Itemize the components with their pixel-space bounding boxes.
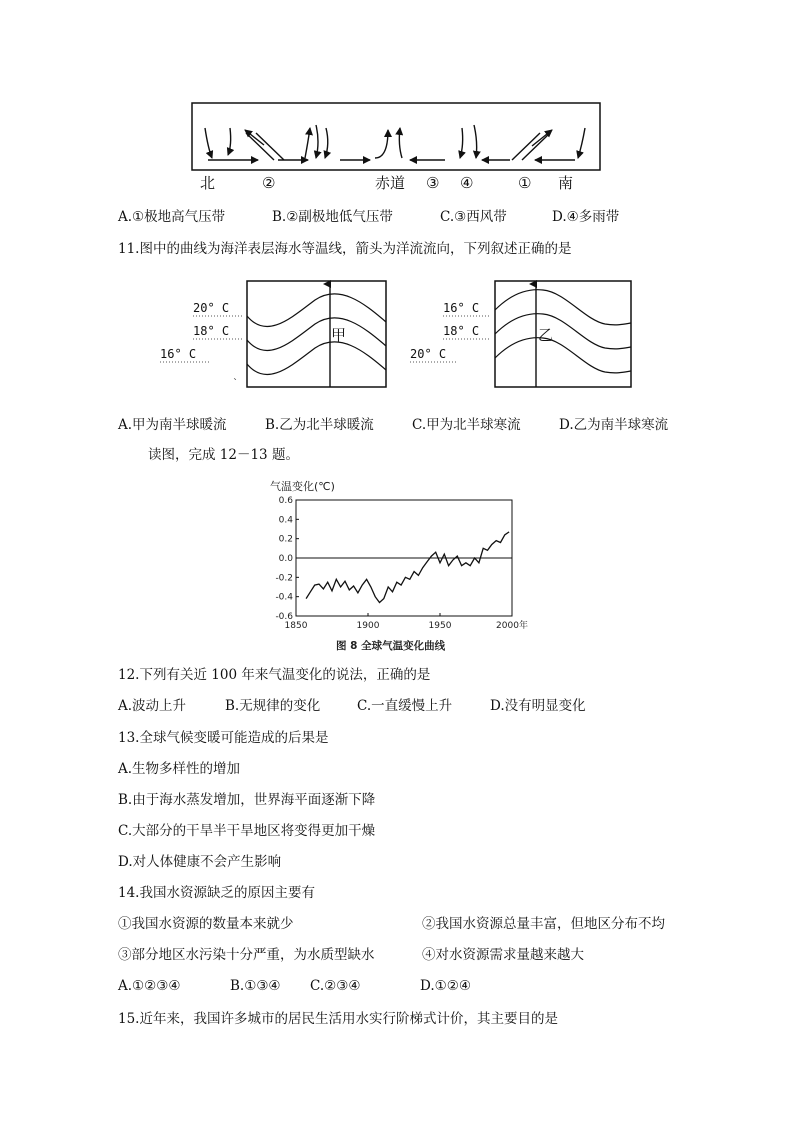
label-circle-2: ②	[262, 174, 276, 192]
chart-y-tick-label: 0.2	[278, 534, 293, 545]
label-circle-1: ①	[518, 174, 532, 192]
chart-y-tick-label: -0.4	[275, 592, 293, 603]
q13-option-b: B.由于海水蒸发增加，世界海平面逐渐下降	[118, 792, 376, 808]
chart-y-tick-label: 0.6	[278, 496, 293, 506]
q14-stem: 14.我国水资源缺乏的原因主要有	[118, 885, 315, 901]
chart-y-tick-label: -0.6	[275, 612, 293, 622]
q10-option-c: C.③西风带	[440, 209, 507, 225]
q11-option-a: A.甲为南半球暖流	[118, 417, 227, 433]
q14-option-a: A.①②③④	[118, 978, 181, 994]
label-equator: 赤道	[375, 174, 406, 192]
q11-stem: 11.图中的曲线为海洋表层海水等温线，箭头为洋流流向，下列叙述正确的是	[118, 241, 572, 257]
chart-x-tick-label: 1950	[428, 621, 452, 631]
q12-option-c: C.一直缓慢上升	[357, 698, 453, 714]
q13-option-a: A.生物多样性的增加	[118, 761, 241, 777]
q15-stem: 15.近年来，我国许多城市的居民生活用水实行阶梯式计价，其主要目的是	[118, 1011, 558, 1027]
q12-option-a: A.波动上升	[118, 698, 187, 714]
chart-ylabel: 气温变化(℃)	[270, 480, 335, 493]
chart-series-line	[306, 532, 509, 603]
left-temp-20: 20° C	[193, 301, 230, 315]
label-circle-4: ④	[460, 174, 474, 192]
q10-option-d: D.④多雨带	[552, 209, 620, 225]
label-circle-3: ③	[426, 174, 440, 192]
right-temp-20: 20° C	[410, 347, 447, 361]
q11-option-c: C.甲为北半球寒流	[412, 417, 521, 433]
chart-y-tick-label: 0.4	[278, 515, 293, 526]
q11-option-d: D.乙为南半球寒流	[559, 417, 669, 433]
isotherm-figure-right	[405, 278, 640, 390]
q14-item-4: ④对水资源需求量越来越大	[422, 947, 584, 963]
chart-x-tick-label: 1900	[356, 621, 380, 631]
q12-option-d: D.没有明显变化	[490, 698, 586, 714]
temperature-chart	[262, 476, 532, 656]
chart-y-tick-label: -0.2	[275, 573, 293, 584]
chart-y-tick-label: 0.0	[278, 554, 293, 564]
q10-option-b: B.②副极地低气压带	[272, 209, 393, 225]
isotherm-figure-left	[155, 278, 395, 390]
q10-option-a: A.①极地高气压带	[118, 209, 226, 225]
q12-option-b: B.无规律的变化	[225, 698, 321, 714]
q13-option-d: D.对人体健康不会产生影响	[118, 854, 282, 870]
q12-stem: 12.下列有关近 100 年来气温变化的说法，正确的是	[118, 667, 431, 683]
right-figure-frame	[495, 281, 631, 387]
right-mark-yi: 乙	[538, 326, 554, 344]
wind-belt-figure	[190, 100, 610, 200]
chart-x-tick-label: 1850	[284, 621, 308, 631]
right-temp-16: 16° C	[443, 301, 480, 315]
q13-option-c: C.大部分的干旱半干旱地区将变得更加干燥	[118, 823, 376, 839]
q12-13-intro: 读图，完成 12－13 题。	[148, 447, 299, 463]
left-temp-18: 18° C	[193, 324, 230, 338]
q14-option-b: B.①③④	[230, 978, 281, 994]
svg-text:`: `	[233, 378, 238, 389]
left-figure-frame	[247, 281, 386, 387]
q11-option-b: B.乙为北半球暖流	[265, 417, 374, 433]
q14-item-1: ①我国水资源的数量本来就少	[118, 916, 294, 932]
q14-item-2: ②我国水资源总量丰富，但地区分布不均	[422, 916, 665, 932]
chart-title: 图 8 全球气温变化曲线	[336, 640, 446, 652]
chart-x-tick-label: 2000年	[496, 621, 528, 631]
left-temp-16: 16° C	[160, 347, 197, 361]
q14-option-c: C.②③④	[310, 978, 361, 994]
left-mark-jia: 甲	[331, 326, 347, 344]
q14-item-3: ③部分地区水污染十分严重，为水质型缺水	[118, 947, 375, 963]
q13-stem: 13.全球气候变暖可能造成的后果是	[118, 730, 329, 746]
q14-option-d: D.①②④	[420, 978, 471, 994]
label-south: 南	[558, 174, 574, 192]
right-temp-18: 18° C	[443, 324, 480, 338]
label-north: 北	[200, 174, 216, 192]
